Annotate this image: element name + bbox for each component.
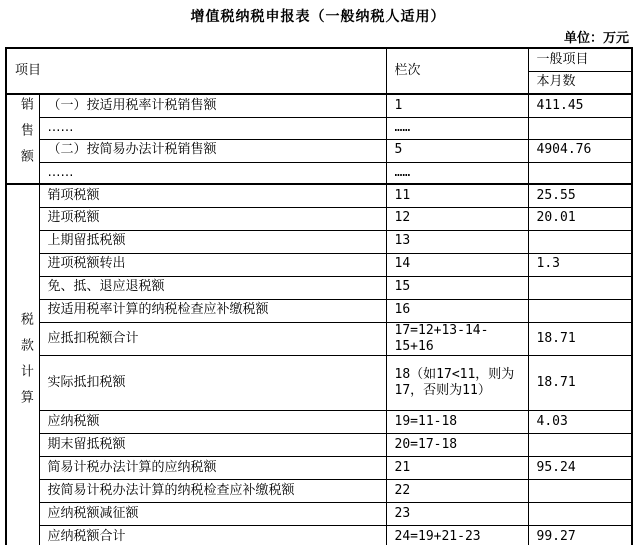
section-cell <box>6 94 39 184</box>
table-row <box>6 503 632 526</box>
value-cell <box>528 162 632 184</box>
header-general-items: 一般项目 <box>528 48 632 71</box>
table-row <box>6 299 632 322</box>
column-number-cell: 20=17-18 <box>386 434 528 457</box>
item-cell: 按适用税率计算的纳税检查应补缴税额 <box>39 299 386 322</box>
item-cell: 进项税额 <box>39 207 386 230</box>
table-row <box>6 94 632 117</box>
item-cell: 应抵扣税额合计 <box>39 322 386 356</box>
column-number-cell: 24=19+21-23 <box>386 526 528 545</box>
value-cell: 99.27 <box>528 526 632 545</box>
item-cell: （一）按适用税率计税销售额 <box>39 94 386 117</box>
value-cell: 411.45 <box>528 94 632 117</box>
value-cell: 4904.76 <box>528 139 632 162</box>
column-number-cell: 16 <box>386 299 528 322</box>
table-row <box>6 162 632 184</box>
value-cell <box>528 434 632 457</box>
column-number-cell: 22 <box>386 480 528 503</box>
column-number-cell: 14 <box>386 253 528 276</box>
value-cell: 18.71 <box>528 356 632 411</box>
section-cell <box>6 184 39 545</box>
table-row <box>6 139 632 162</box>
table-row <box>6 356 632 411</box>
item-cell: 应纳税额 <box>39 411 386 434</box>
item-cell: 简易计税办法计算的应纳税额 <box>39 457 386 480</box>
column-number-cell: 15 <box>386 276 528 299</box>
page-title: 增值税纳税申报表（一般纳税人适用） <box>190 9 446 25</box>
item-cell: 应纳税额合计 <box>39 526 386 545</box>
column-number-cell: 17=12+13-14-15+16 <box>386 322 528 356</box>
item-cell: 实际抵扣税额 <box>39 356 386 411</box>
table-row <box>6 117 632 139</box>
table-row <box>6 276 632 299</box>
vat-return-table <box>5 47 633 545</box>
value-cell <box>528 480 632 503</box>
value-cell: 4.03 <box>528 411 632 434</box>
value-cell <box>528 230 632 253</box>
value-cell: 25.55 <box>528 184 632 207</box>
column-number-cell: 1 <box>386 94 528 117</box>
item-cell: 上期留抵税额 <box>39 230 386 253</box>
header-current-month: 本月数 <box>528 71 632 94</box>
item-cell: …… <box>39 162 386 184</box>
column-number-cell: …… <box>386 117 528 139</box>
value-cell <box>528 503 632 526</box>
column-number-cell: 5 <box>386 139 528 162</box>
column-number-cell: 12 <box>386 207 528 230</box>
header-row-1 <box>6 48 632 71</box>
section-label: 税款计算 <box>17 311 33 416</box>
unit-label: 单位：万元 <box>563 31 629 46</box>
table-row <box>6 457 632 480</box>
table-row <box>6 480 632 503</box>
value-cell <box>528 117 632 139</box>
header-item: 项目 <box>6 48 386 94</box>
table-row <box>6 184 632 207</box>
column-number-cell: 13 <box>386 230 528 253</box>
item-cell: 期末留抵税额 <box>39 434 386 457</box>
item-cell: （二）按简易办法计税销售额 <box>39 139 386 162</box>
item-cell: 销项税额 <box>39 184 386 207</box>
column-number-cell: 18（如17<11，则为17，否则为11） <box>386 356 528 411</box>
table-row <box>6 207 632 230</box>
value-cell: 95.24 <box>528 457 632 480</box>
table-row <box>6 230 632 253</box>
section-label: 销售额 <box>17 97 33 176</box>
value-cell: 18.71 <box>528 322 632 356</box>
item-cell: …… <box>39 117 386 139</box>
table-row <box>6 526 632 545</box>
table-row <box>6 253 632 276</box>
value-cell <box>528 276 632 299</box>
column-number-cell: 19=11-18 <box>386 411 528 434</box>
header-column: 栏次 <box>386 48 528 94</box>
column-number-cell: 23 <box>386 503 528 526</box>
item-cell: 应纳税额减征额 <box>39 503 386 526</box>
column-number-cell: 11 <box>386 184 528 207</box>
item-cell: 免、抵、退应退税额 <box>39 276 386 299</box>
item-cell: 进项税额转出 <box>39 253 386 276</box>
value-cell: 1.3 <box>528 253 632 276</box>
value-cell: 20.01 <box>528 207 632 230</box>
table-row <box>6 322 632 356</box>
item-cell: 按简易计税办法计算的纳税检查应补缴税额 <box>39 480 386 503</box>
table-row <box>6 411 632 434</box>
column-number-cell: …… <box>386 162 528 184</box>
table-row <box>6 434 632 457</box>
value-cell <box>528 299 632 322</box>
column-number-cell: 21 <box>386 457 528 480</box>
